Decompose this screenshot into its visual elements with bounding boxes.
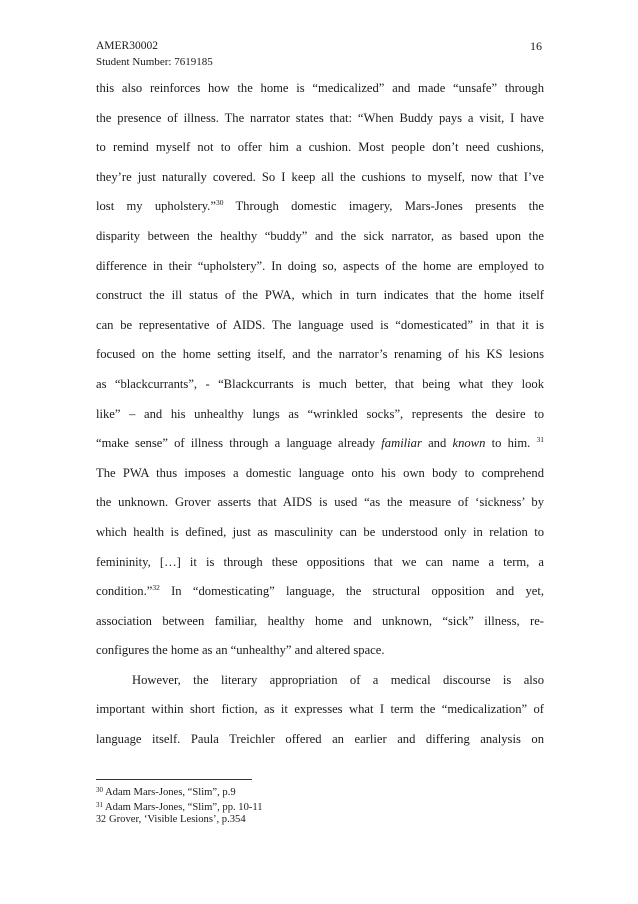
body-line: configures the home as an “unhealthy” and altered space. — [96, 643, 385, 658]
body-line: as “blackcurrants”, - “Blackcurrants is much better, that being what they look — [96, 376, 544, 391]
body-text-run: Through domestic imagery, Mars-Jones presents the — [223, 199, 544, 214]
body-line — [96, 581, 544, 611]
body-line: language itself. Paula Treichler offered an earlier and differing analysis on — [96, 732, 544, 747]
body-line: important within short fiction, as it expresses what I term the “medicalization” of — [96, 702, 544, 717]
footnote-32 — [96, 814, 536, 826]
body-line: difference in their “upholstery”. In doing so, aspects of the home are employed to — [96, 258, 544, 273]
page-number: 16 — [530, 39, 542, 53]
body-line: the presence of illness. The narrator states that: “When Buddy pays a visit, I have — [96, 110, 544, 125]
footnote-30 — [96, 784, 536, 799]
footnote-text: Grover, ‘Visible Lesions’, p.354 — [109, 814, 246, 825]
body-text-run: and — [421, 436, 453, 451]
body-line: can be representative of AIDS. The language used is “domesticated” in that it is — [96, 317, 544, 332]
footnote-number: 30 — [96, 786, 103, 794]
body-line: they’re just naturally covered. So I keep all the cushions to myself, now that I’ve — [96, 169, 544, 184]
body-text-run: “make sense” of illness through a language already — [96, 436, 382, 451]
body-line: disparity between the healthy “buddy” and the sick narrator, as based upon the — [96, 228, 544, 243]
body-line: construct the ill status of the PWA, which in turn indicates that the home itself — [96, 288, 544, 303]
body-line — [96, 433, 544, 463]
student-number: Student Number: 7619185 — [96, 56, 213, 68]
body-text-run: In “domesticating” language, the structural opposition and yet, — [159, 584, 544, 599]
footnote-text: Adam Mars-Jones, “Slim”, pp. 10-11 — [105, 802, 263, 813]
body-text-run: lost my upholstery.” — [96, 199, 216, 214]
body-line: this also reinforces how the home is “medicalized” and made “unsafe” through — [96, 81, 544, 95]
body-text-run: to him. — [485, 436, 537, 451]
body-line: femininity, […] it is through these oppositions that we can name a term, a — [96, 554, 544, 569]
footnote-ref-31: 31 — [536, 435, 545, 445]
body-line: like” – and his unhealthy lungs as “wrinkled socks”, represents the desire to — [96, 406, 544, 421]
emphasis-familiar: familiar — [381, 436, 422, 451]
body-line-indented: However, the literary appropriation of a medical discourse is also — [132, 672, 544, 687]
footnote-31 — [96, 799, 536, 814]
body-line: which health is defined, just as masculinity can be understood only in relation to — [96, 524, 544, 539]
footnote-ref-30: 30 — [215, 198, 224, 208]
footnote-ref-32: 32 — [152, 583, 160, 593]
body-line: to remind myself not to offer him a cushion. Most people don’t need cushions, — [96, 140, 544, 155]
body-line: The PWA thus imposes a domestic language onto his own body to comprehend — [96, 465, 544, 480]
footnote-separator — [96, 779, 252, 780]
footnote-text: Adam Mars-Jones, “Slim”, p.9 — [105, 787, 236, 798]
footnote-number: 31 — [96, 801, 103, 809]
course-code: AMER30002 — [96, 40, 158, 52]
body-line: the unknown. Grover asserts that AIDS is used “as the measure of ‘sickness’ by — [96, 495, 544, 510]
page-header — [96, 38, 542, 70]
body-text-run: condition.” — [96, 584, 153, 599]
body-line — [96, 196, 544, 226]
body-text — [96, 78, 544, 759]
body-line: association between familiar, healthy home and unknown, “sick” illness, re- — [96, 613, 544, 628]
body-line: focused on the home setting itself, and the narrator’s renaming of his KS lesions — [96, 347, 544, 362]
footnotes — [96, 784, 536, 826]
footnote-number: 32 — [96, 814, 106, 825]
emphasis-known: known — [452, 436, 486, 451]
